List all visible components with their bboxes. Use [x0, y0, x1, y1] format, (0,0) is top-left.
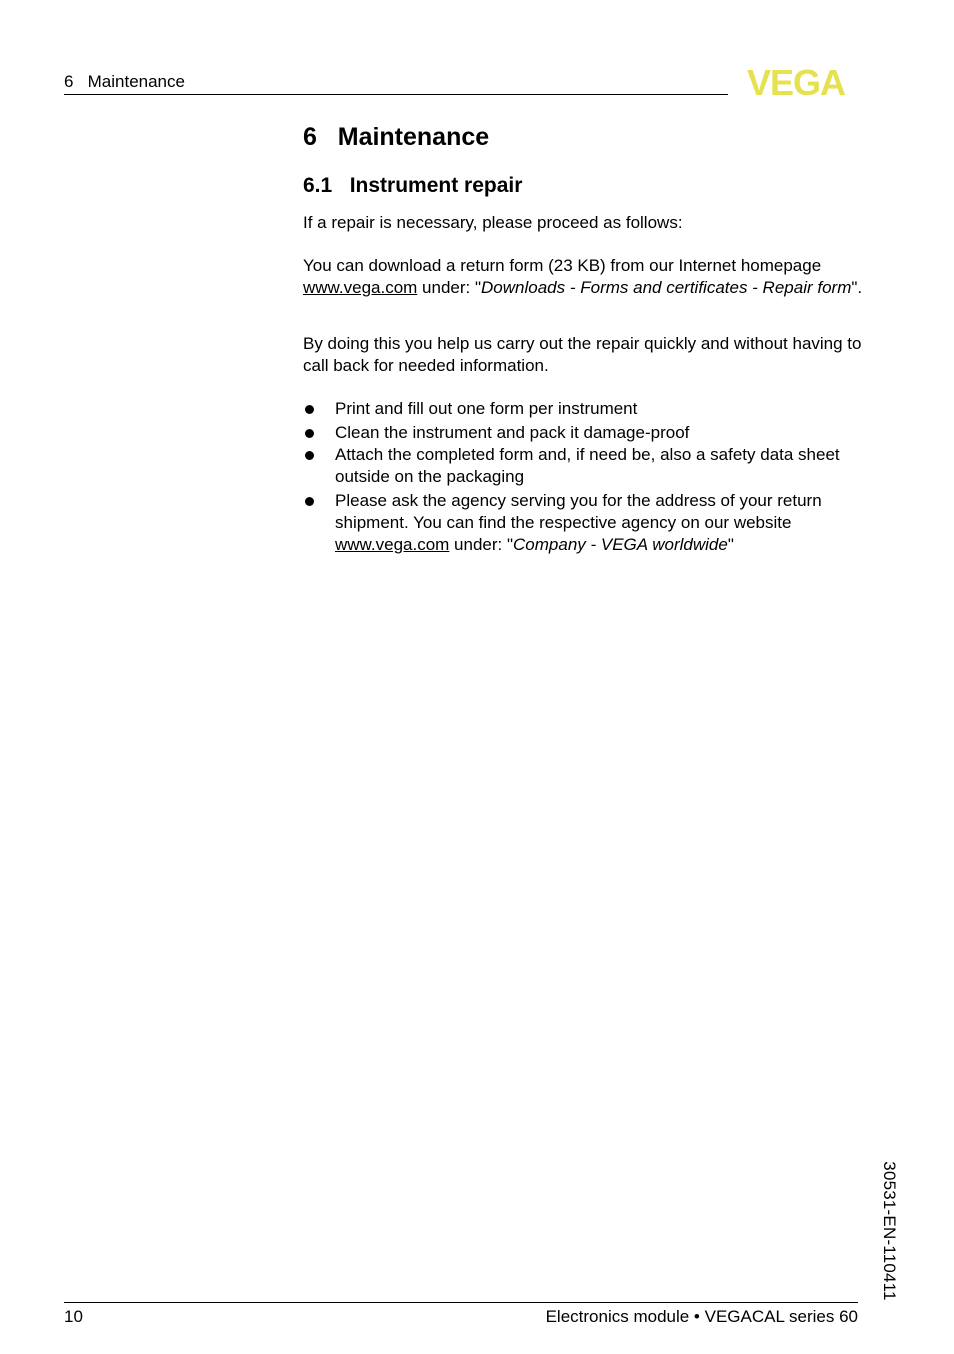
vega-logo-graphic [734, 66, 858, 98]
intro-paragraph: If a repair is necessary, please proceed as follows: [303, 213, 683, 232]
page-number: 10 [64, 1307, 83, 1326]
list-item [303, 444, 863, 488]
download-close-quote: ". [851, 278, 863, 297]
vega-website-link[interactable]: www.vega.com [303, 278, 418, 297]
list-item-text: Clean the instrument and pack it damage-proof [335, 423, 690, 442]
document-number-text: 30531-EN-110411 [880, 1161, 899, 1301]
footer-rule [64, 1302, 858, 1303]
bullet-icon [305, 451, 314, 460]
download-under-text: under: " [417, 278, 482, 297]
bullet-icon [305, 497, 314, 506]
list-item [303, 490, 863, 556]
list-item-text: Attach the completed form and, if need be, also a safety data sheet outside on the packaging [335, 445, 840, 486]
list-item [303, 398, 863, 420]
list-item [303, 422, 863, 444]
download-paragraph [303, 255, 863, 299]
document-title: Electronics module • VEGACAL series 60 [545, 1307, 858, 1326]
repair-paragraph: By doing this you help us carry out the repair quickly and without having to call back for needed information. [303, 334, 862, 375]
bullet-icon [305, 405, 314, 414]
header-rule [64, 94, 728, 95]
bullet-icon [305, 429, 314, 438]
agency-path: Company - VEGA worldwide [513, 535, 728, 554]
chapter-heading: 6 Maintenance [303, 123, 490, 151]
download-path: Downloads - Forms and certificates - Repair form [481, 278, 852, 297]
section-heading: 6.1 Instrument repair [303, 174, 523, 197]
document-number [866, 1158, 912, 1304]
vega-logo-text: VEGA [746, 66, 846, 98]
download-text: You can download a return form (23 KB) from our Internet homepage [303, 256, 822, 275]
running-header: 6 Maintenance [64, 72, 185, 91]
list-item-under-text: under: " [449, 535, 514, 554]
list-item-close-quote: " [727, 535, 734, 554]
list-item-text: Print and fill out one form per instrument [335, 399, 638, 418]
vega-logo [734, 66, 858, 98]
list-item-text: Please ask the agency serving you for the address of your return shipment. You can find the respective agency on our website [335, 491, 822, 532]
vega-worldwide-link[interactable]: www.vega.com [335, 535, 450, 554]
repair-steps-list [303, 398, 863, 556]
